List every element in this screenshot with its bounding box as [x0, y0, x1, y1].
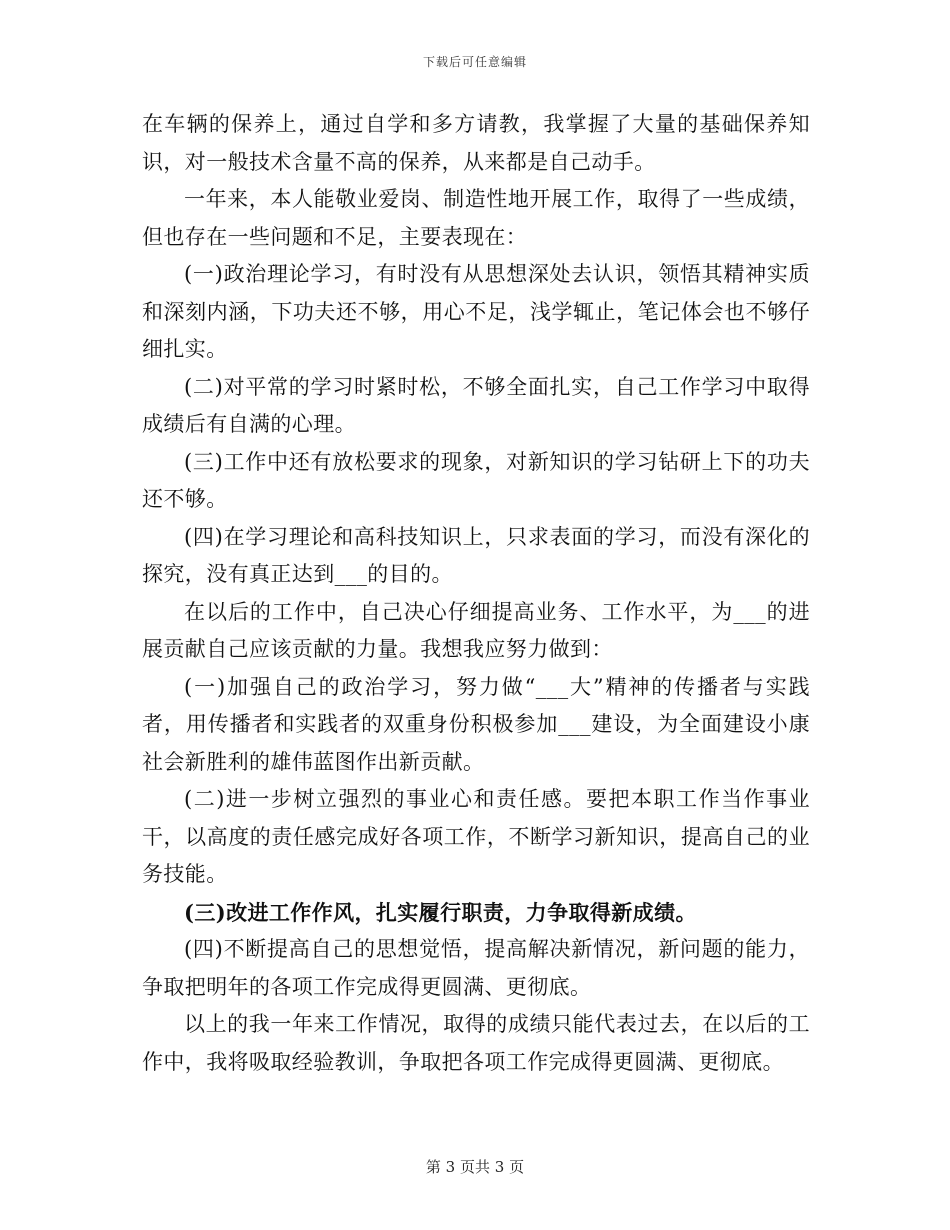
paragraph-goal-4: (四)不断提高自己的思想觉悟，提高解决新情况，新问题的能力，争取把明年的各项工作完成得更圆满、更彻底。 [142, 937, 810, 999]
paragraph-goal-2: (二)进一步树立强烈的事业心和责任感。要把本职工作当作事业干，以高度的责任感完成好各项工作，不断学习新知识，提高自己的业务技能。 [142, 787, 810, 886]
paragraph-goal-1: (一)加强自己的政治学习，努力做“___大”精神的传播者与实践者，用传播者和实践者的双重身份积极参加___建设，为全面建设小康社会新胜利的雄伟蓝图作出新贡献。 [142, 674, 810, 774]
paragraph-problem-3: (三)工作中还有放松要求的现象，对新知识的学习钻研上下的功夫还不够。 [142, 449, 810, 511]
paragraph-summary-intro: 一年来，本人能敬业爱岗、制造性地开展工作，取得了一些成绩，但也存在一些问题和不足，主要表现在： [142, 187, 810, 249]
paragraph-goal-3: (三)改进工作作风，扎实履行职责，力争取得新成绩。 [184, 899, 697, 925]
page-number: 第 3 页共 3 页 [425, 1158, 525, 1176]
paragraph-conclusion: 以上的我一年来工作情况，取得的成绩只能代表过去，在以后的工作中，我将吸取经验教训，争取把各项工作完成得更圆满、更彻底。 [142, 1012, 810, 1074]
paragraph-future-intro: 在以后的工作中，自己决心仔细提高业务、工作水平，为___的进展贡献自己应该贡献的力量。我想我应努力做到： [142, 599, 810, 661]
page-header-note: 下载后可任意编辑 [422, 55, 527, 69]
paragraph-problem-4: (四)在学习理论和高科技知识上，只求表面的学习，而没有深化的探究，没有真正达到___的目的。 [142, 524, 810, 586]
paragraph-problem-1: (一)政治理论学习，有时没有从思想深处去认识，领悟其精神实质和深刻内涵，下功夫还不够，用心不足，浅学辄止，笔记体会也不够仔细扎实。 [142, 262, 810, 361]
paragraph-maintenance: 在车辆的保养上，通过自学和多方请教，我掌握了大量的基础保养知识，对一般技术含量不高的保养，从来都是自己动手。 [142, 112, 810, 174]
document-body [142, 106, 810, 1081]
paragraph-problem-2: (二)对平常的学习时紧时松，不够全面扎实，自己工作学习中取得成绩后有自满的心理。 [142, 374, 810, 436]
